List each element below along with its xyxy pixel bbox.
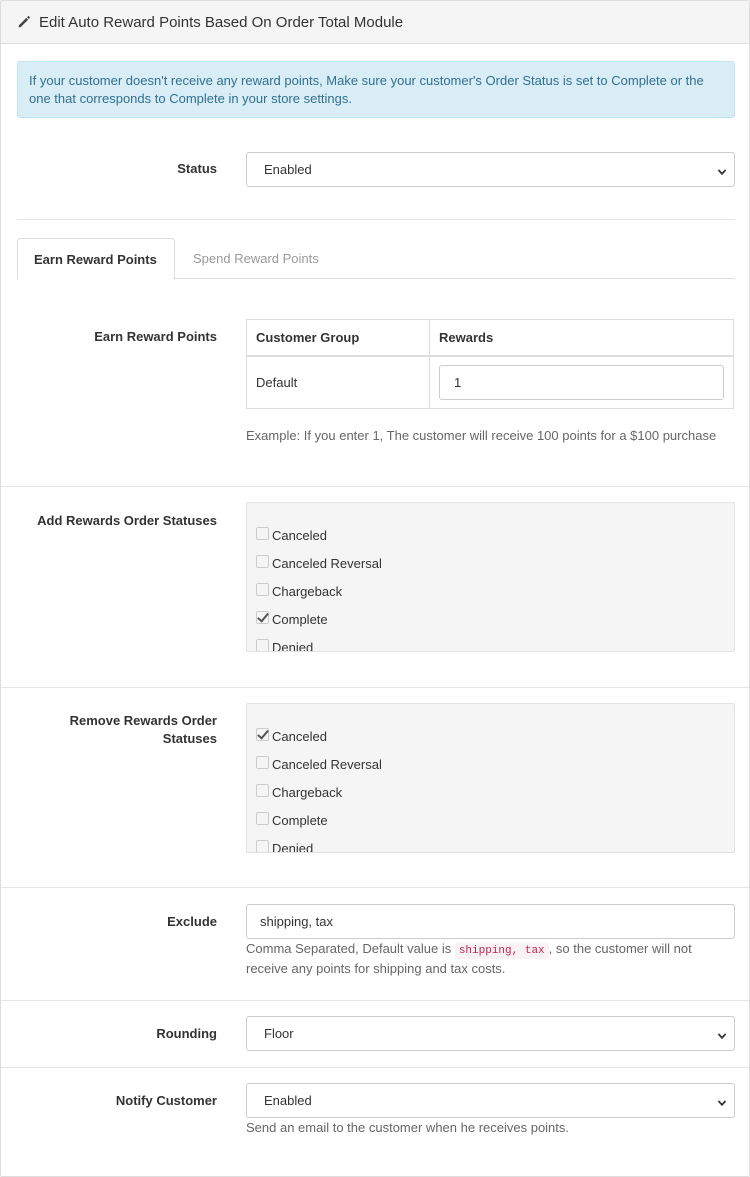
list-item[interactable] [256, 521, 725, 549]
checkbox-label: Chargeback [272, 784, 343, 800]
checkbox-label: Canceled [272, 527, 327, 543]
rewards-input-value: 1 [454, 374, 462, 390]
exclude-help-text [246, 940, 734, 978]
remove-statuses-list[interactable] [246, 703, 735, 853]
info-alert: If your customer doesn't receive any reward points, Make sure your customer's Order Status is set to Complete or the one that corresponds to Complete in your store settings. [17, 61, 735, 118]
exclude-input[interactable] [246, 904, 735, 939]
notify-customer-select-value: Enabled [264, 1093, 312, 1108]
checkbox[interactable] [256, 583, 269, 596]
tab-bar [17, 238, 735, 279]
remove-statuses-label: Remove Rewards Order Statuses [69, 713, 217, 746]
pencil-icon [17, 15, 31, 29]
page-title: Edit Auto Reward Points Based On Order Total Module [39, 13, 404, 31]
rewards-cell [430, 356, 734, 409]
table-header-row [247, 320, 734, 356]
divider [17, 219, 735, 220]
checkbox-label: Canceled Reversal [272, 555, 382, 571]
notify-customer-select[interactable] [246, 1083, 735, 1118]
checkbox[interactable] [256, 639, 269, 652]
divider [1, 687, 749, 688]
checkbox[interactable] [256, 756, 269, 769]
earn-reward-points-label: Earn Reward Points [94, 329, 217, 344]
list-item[interactable] [256, 750, 725, 778]
column-header-customer-group: Customer Group [247, 320, 430, 356]
exclude-help-before: Comma Separated, Default value is [246, 941, 455, 956]
list-item[interactable] [256, 549, 725, 577]
chevron-down-icon [717, 1029, 727, 1039]
status-label: Status [177, 161, 217, 176]
status-select[interactable] [246, 152, 735, 187]
chevron-down-icon [717, 165, 727, 175]
chevron-down-icon [717, 1096, 727, 1106]
rounding-select-value: Floor [264, 1026, 294, 1041]
list-item[interactable] [256, 778, 725, 806]
add-statuses-label: Add Rewards Order Statuses [37, 513, 217, 528]
earn-help-text: Example: If you enter 1, The customer will receive 100 points for a $100 purchase [246, 428, 717, 443]
checkbox-label: Complete [272, 812, 328, 828]
panel-heading [1, 1, 749, 44]
divider [1, 1067, 749, 1068]
checkbox-label: Canceled Reversal [272, 756, 382, 772]
checkbox-label: Denied [272, 639, 314, 652]
status-select-value: Enabled [264, 162, 312, 177]
checkbox-checked[interactable] [256, 611, 269, 624]
exclude-input-value: shipping, tax [260, 914, 333, 929]
customer-group-cell: Default [247, 356, 430, 409]
list-item[interactable] [256, 633, 725, 652]
divider [1, 887, 749, 888]
table-row [247, 356, 734, 409]
checkbox[interactable] [256, 784, 269, 797]
checkbox-label: Complete [272, 611, 328, 627]
checkbox[interactable] [256, 527, 269, 540]
exclude-help-code: shipping, tax [455, 943, 549, 959]
list-item[interactable] [256, 806, 725, 834]
exclude-help-after: , so the customer will not receive any points for shipping and tax costs. [246, 941, 692, 976]
checkbox-label: Chargeback [272, 583, 343, 599]
checkbox[interactable] [256, 840, 269, 853]
list-item[interactable] [256, 834, 725, 853]
notify-customer-label: Notify Customer [115, 1093, 217, 1108]
checkbox-label: Denied [272, 840, 314, 853]
rounding-select[interactable] [246, 1016, 735, 1051]
rewards-table [246, 319, 734, 409]
checkbox-label: Canceled [272, 728, 327, 744]
divider [1, 486, 749, 487]
list-item[interactable] [256, 722, 725, 750]
tab-spend-reward-points[interactable]: Spend Reward Points [193, 251, 319, 266]
checkbox[interactable] [256, 555, 269, 568]
divider [1, 1000, 749, 1001]
checkbox-checked[interactable] [256, 728, 269, 741]
exclude-label: Exclude [167, 914, 217, 929]
rounding-label: Rounding [156, 1026, 217, 1041]
column-header-rewards: Rewards [430, 320, 734, 356]
add-statuses-list[interactable] [246, 502, 735, 652]
list-item[interactable] [256, 577, 725, 605]
tab-earn-reward-points[interactable]: Earn Reward Points [17, 238, 175, 280]
rewards-input[interactable] [439, 365, 724, 400]
list-item[interactable] [256, 605, 725, 633]
checkbox[interactable] [256, 812, 269, 825]
notify-help-text: Send an email to the customer when he receives points. [246, 1120, 570, 1135]
